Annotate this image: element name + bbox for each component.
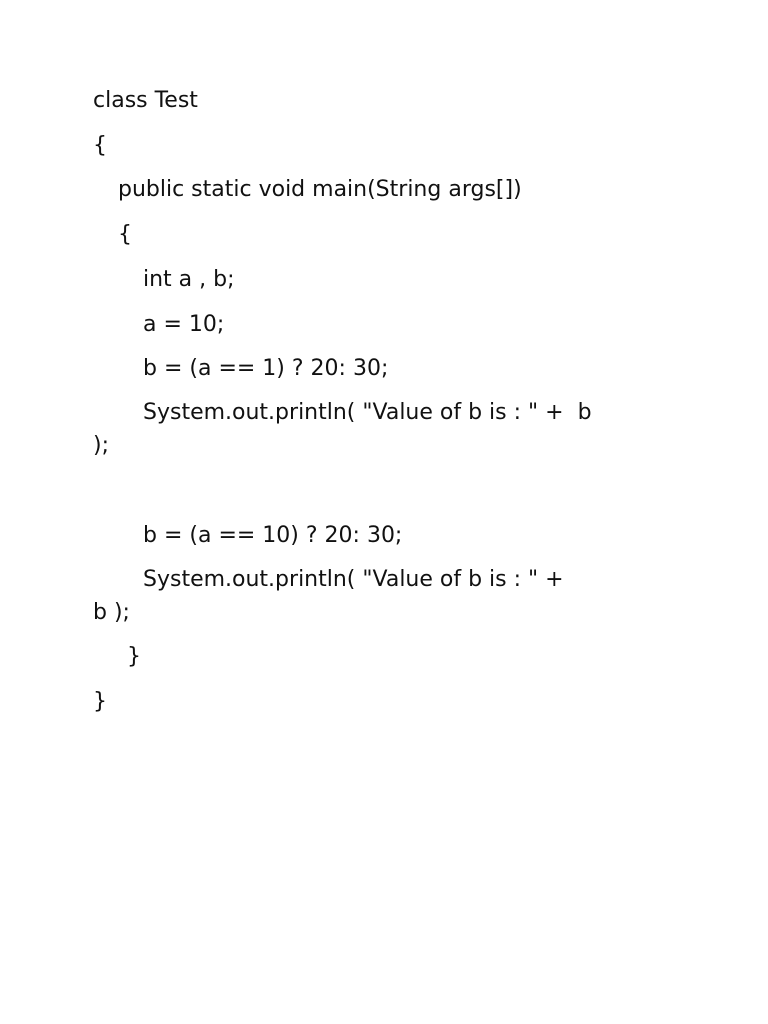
code-line-var-decl: int a , b; bbox=[143, 267, 235, 292]
code-line-main-open-brace: { bbox=[118, 222, 132, 247]
code-line-main-close-brace: } bbox=[127, 644, 141, 669]
code-line-println-1-end: ); bbox=[93, 433, 109, 458]
code-line-println-2-end: b ); bbox=[93, 600, 130, 625]
code-line-assign-a: a = 10; bbox=[143, 312, 225, 337]
code-line-class-decl: class Test bbox=[93, 88, 198, 113]
code-line-ternary-1: b = (a == 1) ? 20: 30; bbox=[143, 356, 389, 381]
code-line-println-1: System.out.println( "Value of b is : " + b bbox=[143, 400, 592, 425]
code-line-println-2: System.out.println( "Value of b is : " + bbox=[143, 567, 564, 592]
code-line-main-decl: public static void main(String args[]) bbox=[118, 177, 522, 202]
code-line-open-brace: { bbox=[93, 133, 107, 158]
code-line-ternary-2: b = (a == 10) ? 20: 30; bbox=[143, 523, 403, 548]
code-line-class-close-brace: } bbox=[93, 689, 107, 714]
